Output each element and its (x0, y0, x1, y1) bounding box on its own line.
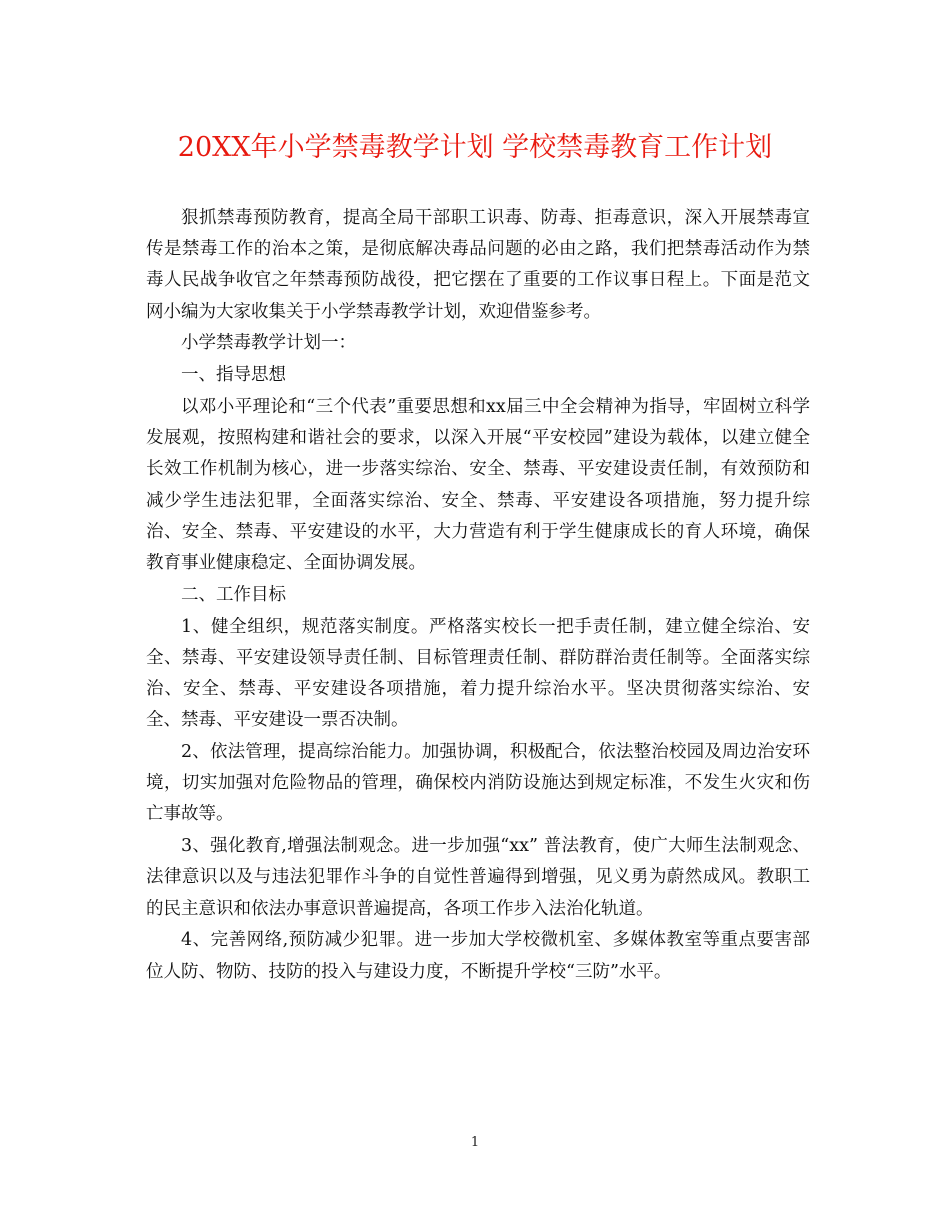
intro-paragraph: 狠抓禁毒预防教育，提高全局干部职工识毒、防毒、拒毒意识，深入开展禁毒宣传是禁毒工作的治本之策，是彻底解决毒品问题的必由之路，我们把禁毒活动作为禁毒人民战争收官之年禁毒预防战役，把它摆在了重要的工作议事日程上。下面是范文网小编为大家收集关于小学禁毒教学计划，欢迎借鉴参考。 (146, 208, 810, 322)
document-title: 20XX年小学禁毒教学计划 学校禁毒教育工作计划 (177, 132, 773, 163)
section-heading-guiding-ideology: 一、指导思想 (181, 365, 286, 386)
plan-heading: 小学禁毒教学计划一： (181, 333, 356, 354)
goal-item-1: 1、健全组织，规范落实制度。严格落实校长一把手责任制，建立健全综治、安全、禁毒、平安建设领导责任制、目标管理责任制、群防群治责任制等。全面落实综治、安全、禁毒、平安建设各项措施，着力提升综治水平。坚决贯彻落实综治、安全、禁毒、平安建设一票否决制。 (146, 616, 810, 731)
section-heading-work-goals: 二、工作目标 (181, 584, 286, 605)
goal-item-3: 3、强化教育,增强法制观念。进一步加强“xx” 普法教育，使广大师生法制观念、法律意识以及与违法犯罪作斗争的自觉性普遍得到增强，见义勇为蔚然成风。教职工的民主意识和依法办事意识普遍提高，各项工作步入法治化轨道。 (146, 836, 810, 919)
goal-item-4: 4、完善网络,预防减少犯罪。进一步加大学校微机室、多媒体教室等重点要害部位人防、物防、技防的投入与建设力度，不断提升学校“三防”水平。 (146, 930, 810, 982)
document-body (146, 203, 810, 988)
page-number: 1 (470, 1135, 480, 1150)
guiding-ideology-paragraph: 以邓小平理论和“三个代表”重要思想和xx届三中全会精神为指导，牢固树立科学发展观，按照构建和谐社会的要求，以深入开展“平安校园”建设为载体，以建立健全长效工作机制为核心，进一步落实综治、安全、禁毒、平安建设责任制，有效预防和减少学生违法犯罪，全面落实综治、安全、禁毒、平安建设各项措施，努力提升综治、安全、禁毒、平安建设的水平，大力营造有利于学生健康成长的育人环境，确保教育事业健康稳定、全面协调发展。 (146, 397, 810, 574)
goal-item-2: 2、依法管理，提高综治能力。加强协调，积极配合，依法整治校园及周边治安环境，切实加强对危险物品的管理，确保校内消防设施达到规定标准，不发生火灾和伤亡事故等。 (146, 742, 810, 825)
